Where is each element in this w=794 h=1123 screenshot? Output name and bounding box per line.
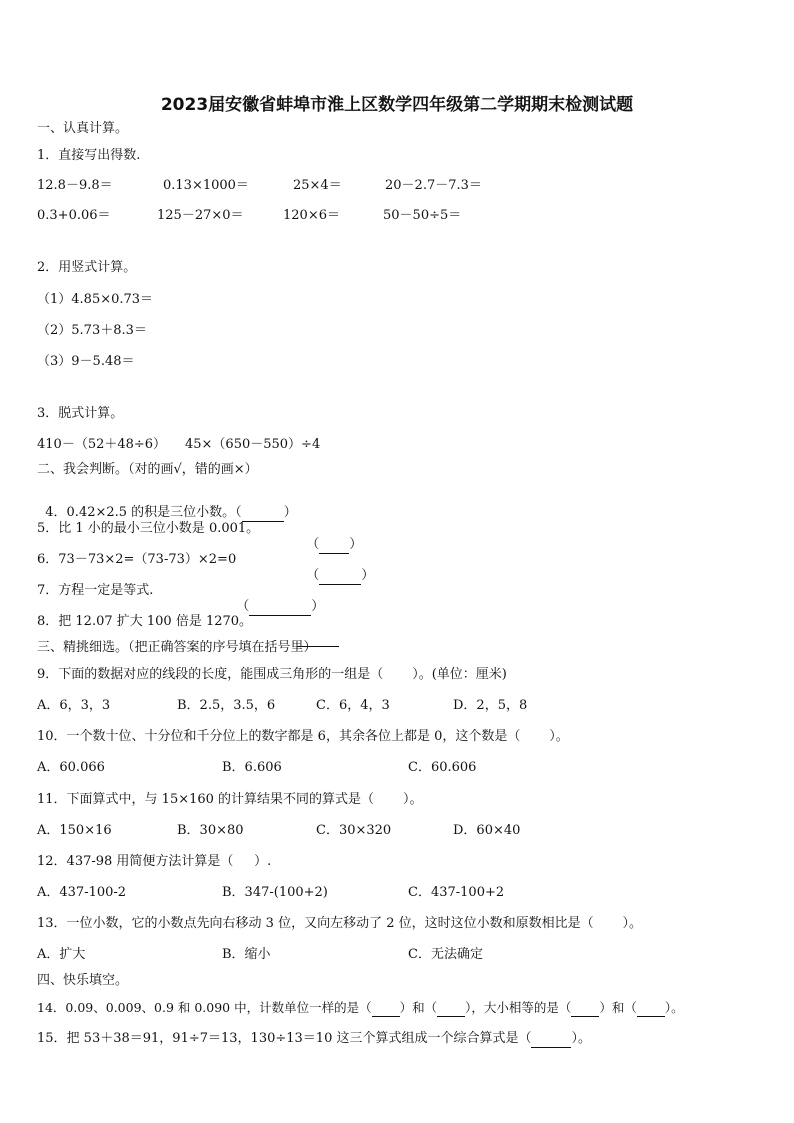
- answer-blank[interactable]: [319, 568, 361, 585]
- q3-item: 410－（52＋48÷6）: [37, 437, 167, 452]
- question-14: 14．0.09、0.009、0.9 和 0.090 中，计数单位一样的是（ ）和（ ），大小相等的是（ ）和（ ）。: [37, 1000, 684, 1015]
- q3-item: 45×（650－550）÷4: [185, 437, 321, 452]
- option-b[interactable]: B．347-(100+2): [222, 885, 328, 900]
- q2-item: （3）9－5.48＝: [37, 354, 135, 369]
- answer-blank[interactable]: [437, 1000, 465, 1017]
- question-11-stem: 11．下面算式中，与 15×160 的计算结果不同的算式是（ ）。: [37, 792, 423, 807]
- question-text: 4．0.42×2.5 的积是三位小数。（: [45, 505, 242, 520]
- option-b[interactable]: B．30×80: [177, 823, 244, 838]
- question-1-stem: 1．直接写出得数.: [37, 148, 141, 163]
- option-c[interactable]: C．30×320: [316, 823, 392, 838]
- q1-item: 25×4＝: [293, 178, 342, 193]
- bracket-close: ）: [283, 505, 297, 520]
- q1-item: 50－50÷5＝: [383, 208, 462, 223]
- question-6-text: 6．73－73×2=（73-73）×2=0: [37, 552, 237, 567]
- question-8-text: 8．把 12.07 扩大 100 倍是 1270。: [37, 614, 253, 629]
- option-a[interactable]: A．6，3，3: [37, 698, 111, 713]
- q1-item: 12.8－9.8＝: [37, 178, 113, 193]
- page-title: 2023届安徽省蚌埠市淮上区数学四年级第二学期期末检测试题: [160, 95, 634, 115]
- q1-item: 0.3+0.06＝: [37, 208, 111, 223]
- question-15: 15．把 53＋38＝91，91÷7＝13，130÷13＝10 这三个算式组成一个综合算式是（ ）。: [37, 1031, 591, 1046]
- question-10-stem: 10．一个数十位、十分位和千分位上的数字都是 6，其余各位上都是 0，这个数是（ ）。: [37, 729, 569, 744]
- q1-item: 120×6＝: [283, 208, 340, 223]
- question-3-stem: 3．脱式计算。: [37, 406, 124, 421]
- section-heading-2: 二、我会判断。（对的画√，错的画×）: [37, 462, 258, 477]
- section-heading-3: 三、精挑细选。（把正确答案的序号填在括号里）: [37, 640, 317, 655]
- answer-blank[interactable]: [242, 505, 284, 522]
- option-b[interactable]: B．2.5，3.5，6: [177, 698, 276, 713]
- question-7-answer: （ ）: [236, 599, 325, 614]
- answer-blank[interactable]: [637, 1000, 665, 1017]
- option-a[interactable]: A．150×16: [37, 823, 112, 838]
- question-5-answer: （ ）: [306, 537, 363, 552]
- question-13-stem: 13．一位小数，它的小数点先向右移动 3 位，又向左移动了 2 位，这时这位小数和原数相比是（ ）。: [37, 916, 643, 931]
- option-c[interactable]: C．6，4，3: [316, 698, 390, 713]
- question-6-answer: （ ）: [306, 568, 375, 583]
- q1-item: 125－27×0＝: [157, 208, 244, 223]
- q1-item: 20－2.7－7.3＝: [385, 178, 482, 193]
- q2-item: （2）5.73＋8.3＝: [37, 323, 147, 338]
- q2-item: （1）4.85×0.73＝: [37, 292, 154, 307]
- option-a[interactable]: A．60.066: [37, 760, 105, 775]
- question-7-text: 7．方程一定是等式.: [37, 583, 154, 598]
- option-b[interactable]: B．缩小: [222, 947, 271, 962]
- option-a[interactable]: A．437-100-2: [37, 885, 127, 900]
- question-12-stem: 12．437-98 用简便方法计算是（ ）.: [37, 854, 272, 869]
- answer-blank[interactable]: [571, 1000, 599, 1017]
- option-c[interactable]: C．437-100+2: [408, 885, 505, 900]
- section-heading-1: 一、认真计算。: [37, 121, 129, 136]
- question-5-text: 5．比 1 小的最小三位小数是 0.001。: [37, 521, 260, 536]
- option-c[interactable]: C．无法确定: [408, 947, 483, 962]
- q1-item: 0.13×1000＝: [163, 178, 249, 193]
- option-c[interactable]: C．60.606: [408, 760, 477, 775]
- option-d[interactable]: D．2，5，8: [453, 698, 528, 713]
- option-b[interactable]: B．6.606: [222, 760, 282, 775]
- option-a[interactable]: A．扩大: [37, 947, 86, 962]
- answer-blank[interactable]: [372, 1000, 400, 1017]
- question-9-stem: 9．下面的数据对应的线段的长度，能围成三角形的一组是（ ）。(单位：厘米): [37, 667, 507, 682]
- option-d[interactable]: D．60×40: [453, 823, 521, 838]
- section-heading-4: 四、快乐填空。: [37, 973, 129, 988]
- question-2-stem: 2．用竖式计算。: [37, 260, 137, 275]
- answer-blank[interactable]: [531, 1031, 571, 1048]
- question-4: [37, 489, 297, 522]
